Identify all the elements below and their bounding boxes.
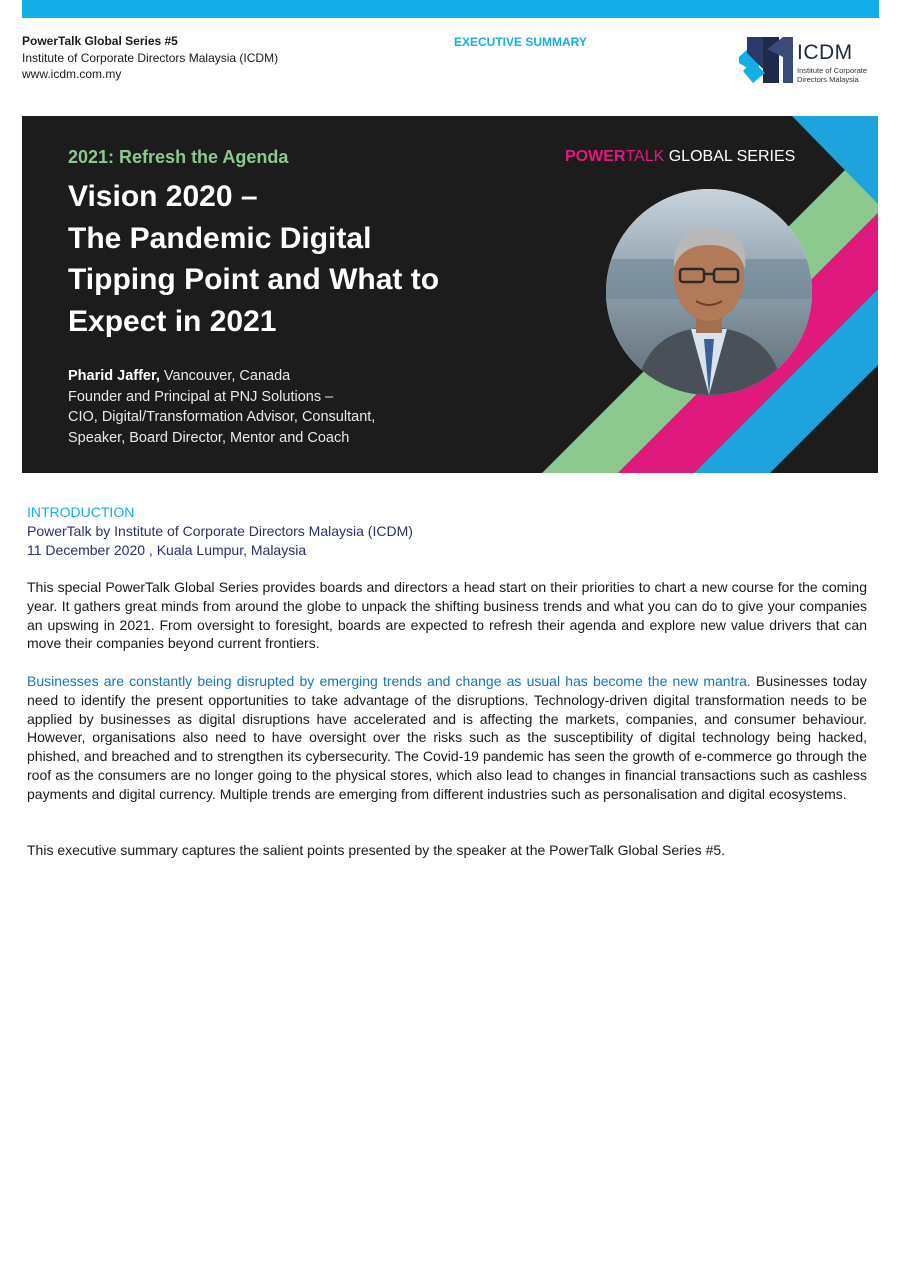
banner-series-label xyxy=(565,148,795,166)
series-talk-word: TALK xyxy=(625,148,665,165)
logo-text: ICDM xyxy=(797,41,853,64)
title-line: Tipping Point and What to xyxy=(68,263,440,296)
speaker-role-line: CIO, Digital/Transformation Advisor, Consultant, xyxy=(68,409,376,425)
logo-subtext: Institute of Corporate Directors Malaysia xyxy=(797,66,868,84)
series-rest-words: GLOBAL SERIES xyxy=(664,148,796,165)
intro-organizer: PowerTalk by Institute of Corporate Directors Malaysia (ICDM) xyxy=(27,522,413,539)
speaker-name: Pharid Jaffer, xyxy=(68,368,160,384)
body-paragraph: This special PowerTalk Global Series provides boards and directors a head start on their priorities to chart a new course for the coming year. It gathers great minds from around the globe to unpack the shifting business trends and what you can do to give your companies an upswing in 2021. From oversight to foresight, boards are expected to refresh their agenda and explore new value drivers that can move their companies beyond current frontiers. xyxy=(27,579,867,652)
top-accent-bar xyxy=(22,0,879,18)
title-line: The Pandemic Digital xyxy=(68,221,372,255)
document-header-info xyxy=(22,33,278,83)
speaker-photo xyxy=(606,189,812,395)
series-power-word: POWER xyxy=(565,148,626,165)
section-label: EXECUTIVE SUMMARY xyxy=(454,35,587,49)
speaker-location: Vancouver, Canada xyxy=(159,368,291,384)
speaker-info xyxy=(68,366,375,448)
highlighted-sentence: Businesses are constantly being disrupted by emerging trends and change as usual has become the new mantra. xyxy=(27,673,751,689)
body-paragraph: This executive summary captures the salient points presented by the speaker at the PowerTalk Global Series #5. xyxy=(27,842,726,858)
intro-date-location: 11 December 2020 , Kuala Lumpur, Malaysia xyxy=(27,541,307,558)
icdm-logo xyxy=(739,35,879,85)
speaker-role-line: Speaker, Board Director, Mentor and Coach xyxy=(68,429,350,446)
speaker-portrait-image xyxy=(606,189,812,395)
banner-subtitle: 2021: Refresh the Agenda xyxy=(68,147,289,167)
speaker-role-line: Founder and Principal at PNJ Solutions – xyxy=(68,388,334,405)
icdm-logo-mark-icon xyxy=(739,35,795,85)
body-paragraph xyxy=(27,672,867,804)
paragraph-text: Businesses today need to identify the present opportunities to take advantage of the disruptions. Technology-driven digital transformation needs to be applied by businesses as digital disruptions have accelerated and is affecting the markets, companies, and consumer behaviour. However, organisations also need to have oversight over the risks such as the susceptibility of digital technology being hacked, phished, and breached and to strengthen its cybersecurity. The Covid-19 pandemic has seen the growth of e-commerce go through the roof as the consumers are no longer going to the physical stores, which also lead to changes in financial transactions such as cashless payments and digital currency. Multiple trends are emerging from different industries such as personalisation and digital ecosystems. xyxy=(27,673,867,802)
event-banner xyxy=(22,116,878,473)
institute-label: Institute of Corporate Directors Malaysia (ICDM) xyxy=(22,50,279,65)
website-link[interactable]: www.icdm.com.my xyxy=(22,67,122,81)
series-label: PowerTalk Global Series #5 xyxy=(22,34,178,48)
banner-title xyxy=(68,176,488,342)
title-line: Expect in 2021 xyxy=(68,304,277,338)
introduction-heading: INTRODUCTION xyxy=(27,504,135,520)
title-line: Vision 2020 – xyxy=(68,180,258,213)
introduction-section xyxy=(27,503,413,559)
